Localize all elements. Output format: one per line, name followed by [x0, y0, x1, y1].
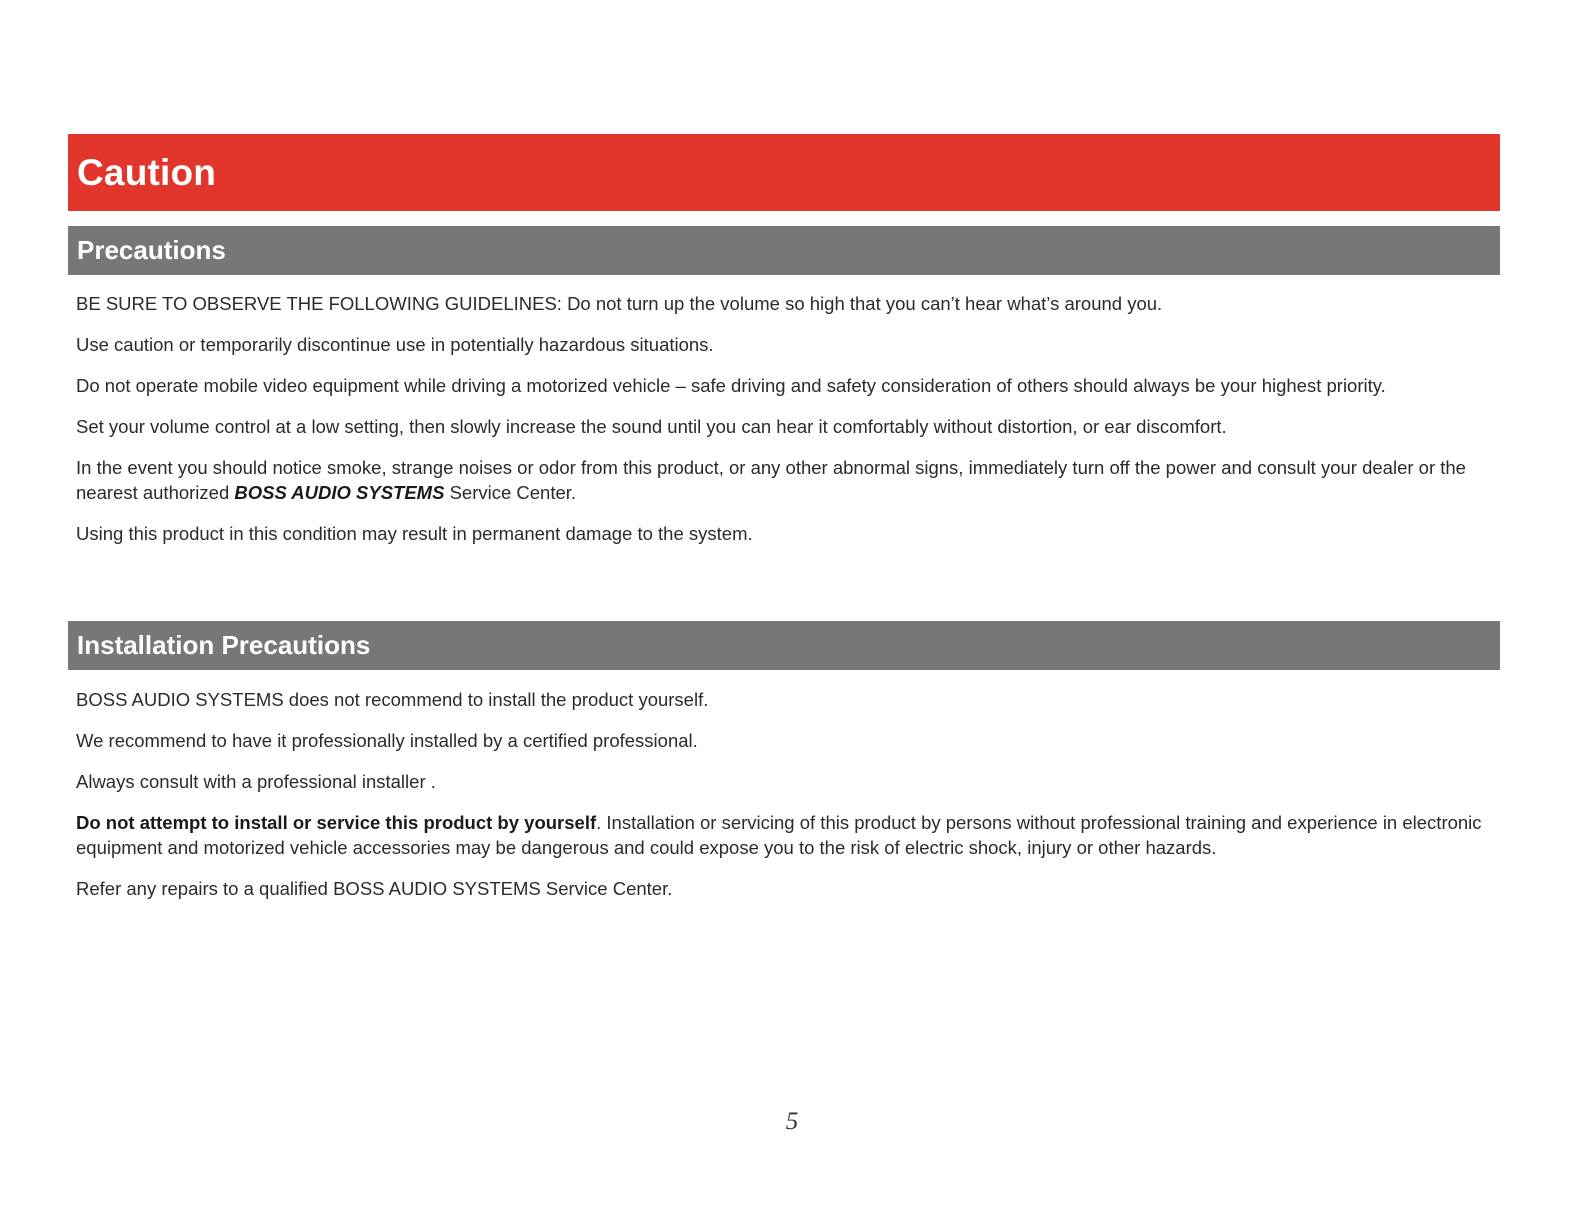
- precautions-paragraph-volume: Set your volume control at a low setting, then slowly increase the sound until you can hear it comfortably without distortion, or ear discomfort.: [76, 416, 1227, 437]
- precautions-paragraph-guidelines: BE SURE TO OBSERVE THE FOLLOWING GUIDELINES: Do not turn up the volume so high that you can’t hear what’s around you.: [76, 293, 1163, 314]
- precautions-paragraph-damage: Using this product in this condition may result in permanent damage to the system.: [76, 523, 753, 544]
- installation-paragraph-repairs: Refer any repairs to a qualified BOSS AUDIO SYSTEMS Service Center.: [76, 878, 673, 899]
- precautions-section-header: [68, 226, 1500, 275]
- precautions-paragraph-driving: Do not operate mobile video equipment while driving a motorized vehicle – safe driving and safety consideration of others should always be your highest priority.: [76, 375, 1386, 396]
- page-title: Caution: [77, 151, 217, 193]
- installation-paragraph-consult: Always consult with a professional installer .: [76, 771, 436, 792]
- precautions-section-body: [76, 291, 1496, 562]
- installation-heading: Installation Precautions: [77, 630, 371, 660]
- warning-text: . Installation or servicing of this product by persons without professional training and experience in electronic equipment and motorized vehicle accessories may be dangerous and could expose you to the risk of electric shock, injury or other hazards.: [76, 812, 1482, 858]
- installation-section-body: [76, 687, 1496, 917]
- precautions-paragraph-abnormal-signs: [76, 455, 1496, 505]
- brand-name: BOSS AUDIO SYSTEMS: [234, 482, 445, 503]
- service-center-text: Service Center.: [444, 482, 577, 503]
- caution-banner: [68, 134, 1500, 211]
- installation-paragraph-professional: We recommend to have it professionally installed by a certified professional.: [76, 730, 698, 751]
- page-number: 5: [785, 1108, 799, 1135]
- warning-lead: Do not attempt to install or service this product by yourself: [76, 812, 597, 833]
- precautions-paragraph-hazardous: Use caution or temporarily discontinue use in potentially hazardous situations.: [76, 334, 714, 355]
- abnormal-signs-text: In the event you should notice smoke, strange noises or odor from this product, or any other abnormal signs, immediately turn off the power and consult your dealer or the nearest authorized: [76, 457, 1466, 503]
- precautions-heading: Precautions: [77, 235, 226, 265]
- installation-paragraph-warning: [76, 810, 1496, 860]
- installation-paragraph-not-recommended: BOSS AUDIO SYSTEMS does not recommend to install the product yourself.: [76, 689, 709, 710]
- installation-section-header: [68, 621, 1500, 670]
